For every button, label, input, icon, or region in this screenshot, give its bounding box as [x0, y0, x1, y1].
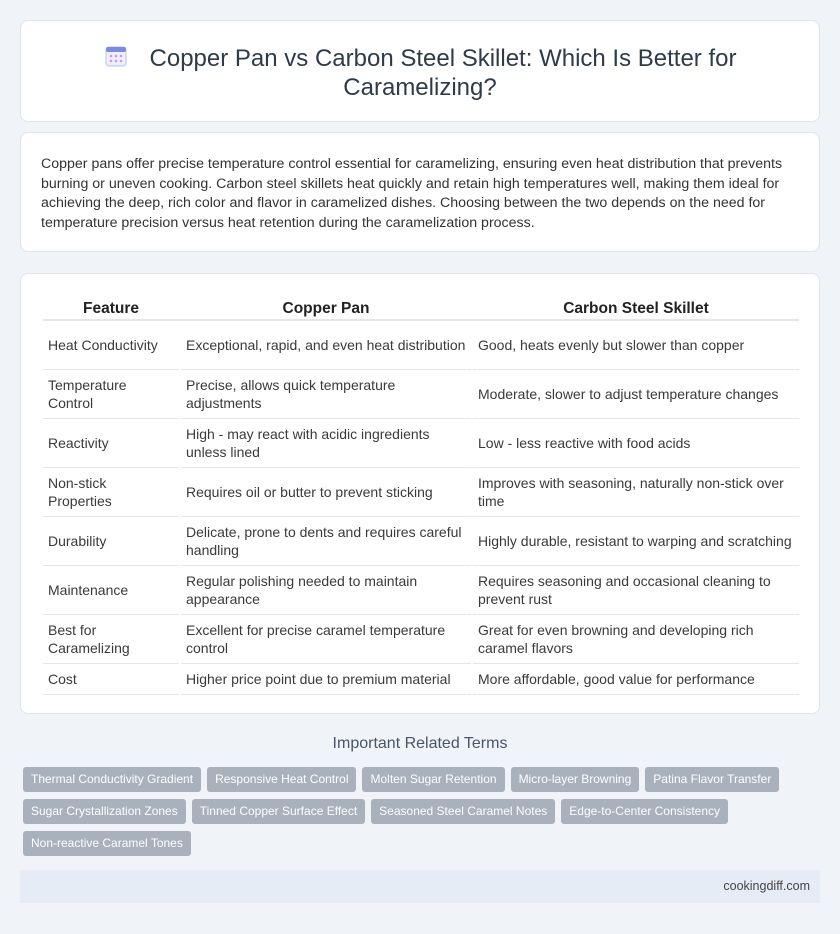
copper-cell: Excellent for precise caramel temperature control [180, 614, 472, 663]
copper-cell: Requires oil or butter to prevent sticking [180, 467, 472, 516]
related-term-tag[interactable]: Micro-layer Browning [511, 767, 640, 792]
header-feature: Feature [43, 294, 180, 320]
copper-cell: Regular polishing needed to maintain appearance [180, 565, 472, 614]
carbon-steel-cell: Great for even browning and developing rich caramel flavors [472, 614, 799, 663]
related-term-tag[interactable]: Responsive Heat Control [207, 767, 356, 792]
related-terms-list [23, 767, 813, 863]
related-term-tag[interactable]: Non-reactive Caramel Tones [23, 831, 191, 856]
carbon-steel-cell: More affordable, good value for performance [472, 663, 799, 694]
table-row [43, 467, 799, 516]
carbon-steel-cell: Highly durable, resistant to warping and scratching [472, 516, 799, 565]
table-row [43, 614, 799, 663]
copper-cell: Precise, allows quick temperature adjustments [180, 369, 472, 418]
comparison-table [43, 294, 799, 695]
feature-cell: Non-stick Properties [43, 467, 180, 516]
table-row [43, 369, 799, 418]
title-line-2: Caramelizing? [343, 74, 497, 101]
carbon-steel-cell: Improves with seasoning, naturally non-stick over time [472, 467, 799, 516]
feature-cell: Heat Conductivity [43, 320, 180, 369]
calendar-icon [104, 44, 128, 68]
related-term-tag[interactable]: Edge-to-Center Consistency [561, 799, 728, 824]
table-row [43, 663, 799, 694]
copper-cell: Exceptional, rapid, and even heat distribution [180, 320, 472, 369]
related-term-tag[interactable]: Seasoned Steel Caramel Notes [371, 799, 555, 824]
footer [20, 870, 820, 903]
page-title [21, 44, 819, 102]
related-terms-heading: Important Related Terms [332, 735, 508, 752]
related-term-tag[interactable]: Tinned Copper Surface Effect [192, 799, 365, 824]
related-term-tag[interactable]: Sugar Crystallization Zones [23, 799, 186, 824]
feature-cell: Temperature Control [43, 369, 180, 418]
carbon-steel-cell: Good, heats evenly but slower than copper [472, 320, 799, 369]
copper-cell: High - may react with acidic ingredients unless lined [180, 418, 472, 467]
related-term-tag[interactable]: Molten Sugar Retention [362, 767, 504, 792]
table-row [43, 320, 799, 369]
table-row [43, 565, 799, 614]
header-copper-pan: Copper Pan [180, 294, 472, 320]
feature-cell: Best for Caramelizing [43, 614, 180, 663]
feature-cell: Reactivity [43, 418, 180, 467]
feature-cell: Durability [43, 516, 180, 565]
title-card [20, 20, 820, 122]
intro-text: Copper pans offer precise temperature control essential for caramelizing, ensuring even heat distribution that prevents burning or uneven cooking. Carbon steel skillets heat quickly and retain high temperatures well, making them ideal for achieving the deep, rich color and flavor in caramelized dishes. Choosing between the two depends on the need for temperature precision versus heat retention during the caramelization process. [41, 156, 783, 231]
copper-cell: Higher price point due to premium material [180, 663, 472, 694]
table-row [43, 418, 799, 467]
related-term-tag[interactable]: Patina Flavor Transfer [645, 767, 779, 792]
copper-cell: Delicate, prone to dents and requires careful handling [180, 516, 472, 565]
table-row [43, 516, 799, 565]
feature-cell: Maintenance [43, 565, 180, 614]
header-carbon-steel: Carbon Steel Skillet [472, 294, 799, 320]
footer-site-link[interactable]: cookingdiff.com [723, 879, 810, 893]
intro-card [20, 132, 820, 252]
carbon-steel-cell: Requires seasoning and occasional cleaning to prevent rust [472, 565, 799, 614]
carbon-steel-cell: Low - less reactive with food acids [472, 418, 799, 467]
feature-cell: Cost [43, 663, 180, 694]
comparison-table-card [20, 273, 820, 714]
related-term-tag[interactable]: Thermal Conductivity Gradient [23, 767, 201, 792]
table-header-row [43, 294, 799, 320]
carbon-steel-cell: Moderate, slower to adjust temperature changes [472, 369, 799, 418]
title-line-1: Copper Pan vs Carbon Steel Skillet: Which Is Better for [149, 45, 737, 72]
